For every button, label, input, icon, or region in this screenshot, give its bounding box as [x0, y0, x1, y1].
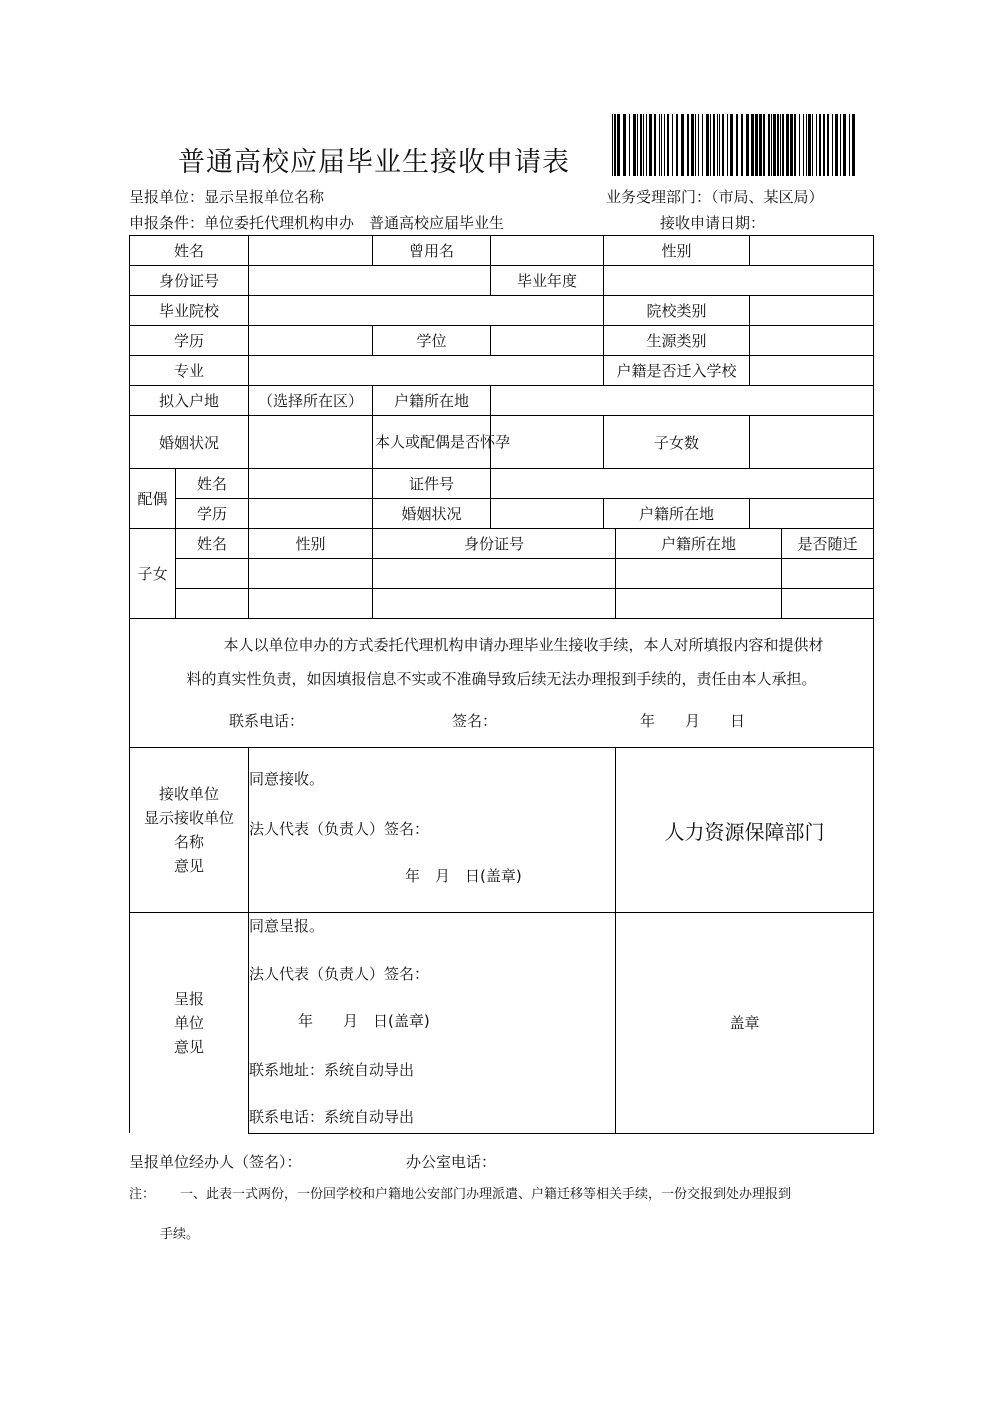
label-hukou-place: 户籍所在地 — [373, 386, 491, 416]
field-hukou-moved[interactable] — [750, 356, 874, 386]
statement-line-2: 料的真实性负责，如因填报信息不实或不准确导致后续无法办理报到手续的，责任由本人承担。 — [186, 670, 817, 688]
label-degree: 学位 — [373, 326, 491, 356]
field-children-count[interactable] — [750, 416, 874, 469]
field-spouse-edu[interactable] — [249, 499, 373, 529]
field-child2-hukou[interactable] — [616, 589, 782, 619]
statement-line-1: 本人以单位申办的方式委托代理机构申请办理毕业生接收手续，本人对所填报内容和提供材 — [223, 636, 824, 654]
field-child2-gender[interactable] — [249, 589, 373, 619]
field-child2-follow[interactable] — [782, 589, 874, 619]
report-seal-cell: 盖章 — [616, 913, 874, 1134]
field-hukou-place[interactable] — [491, 386, 874, 416]
receive-opinion-cell[interactable] — [249, 748, 616, 913]
statement-date: 年 月 日 — [640, 712, 746, 730]
label-id-number: 身份证号 — [130, 266, 249, 296]
label-marital: 婚姻状况 — [130, 416, 249, 469]
label-child: 子女 — [130, 529, 176, 619]
row-school — [130, 296, 874, 326]
label-school-type: 院校类别 — [604, 296, 750, 326]
label-spouse-name: 姓名 — [176, 469, 249, 499]
report-date-seal: 年 月 日(盖章) — [298, 1012, 430, 1030]
select-settle-district[interactable]: （选择所在区） — [249, 386, 373, 416]
apply-date: 接收申请日期： — [660, 214, 766, 232]
row-marital — [130, 416, 874, 469]
note-line-2: 手续。 — [160, 1227, 200, 1242]
row-spouse-1 — [130, 469, 874, 499]
business-dept: 业务受理部门：（市局、某区局） — [606, 188, 824, 206]
label-pregnant: 本人或配偶是否怀孕 — [373, 416, 491, 469]
field-child2-name[interactable] — [176, 589, 249, 619]
row-major — [130, 356, 874, 386]
field-school[interactable] — [249, 296, 604, 326]
label-major: 专业 — [130, 356, 249, 386]
field-child1-id[interactable] — [373, 559, 616, 589]
note-prefix: 注： — [129, 1187, 156, 1202]
field-marital[interactable] — [249, 416, 373, 469]
row-statement — [130, 619, 874, 748]
row-spouse-2 — [130, 499, 874, 529]
receive-legal-sign: 法人代表（负责人）签名： — [249, 820, 430, 838]
report-phone: 联系电话：系统自动导出 — [249, 1108, 415, 1126]
field-grad-year[interactable] — [604, 266, 874, 296]
label-grad-year: 毕业年度 — [491, 266, 604, 296]
field-child1-hukou[interactable] — [616, 559, 782, 589]
field-education[interactable] — [249, 326, 373, 356]
field-child1-gender[interactable] — [249, 559, 373, 589]
label-child-gender: 性别 — [249, 529, 373, 559]
report-agree-text: 同意呈报。 — [249, 917, 325, 935]
report-unit-label: 呈报 单位 意见 — [130, 913, 249, 1134]
row-settle — [130, 386, 874, 416]
row-child-2 — [130, 589, 874, 619]
row-id — [130, 266, 874, 296]
report-opinion-cell[interactable] — [249, 913, 616, 1134]
row-child-1 — [130, 559, 874, 589]
row-children-header — [130, 529, 874, 559]
statement-cell — [130, 619, 874, 748]
application-form-table — [129, 235, 874, 1134]
field-major[interactable] — [249, 356, 604, 386]
field-spouse-name[interactable] — [249, 469, 373, 499]
field-former-name[interactable] — [491, 236, 604, 266]
label-school: 毕业院校 — [130, 296, 249, 326]
row-report — [130, 913, 874, 1134]
barcode-image — [612, 114, 858, 176]
label-origin-type: 生源类别 — [604, 326, 750, 356]
statement-sign-label: 签名： — [452, 712, 498, 730]
row-receive — [130, 748, 874, 913]
field-school-type[interactable] — [750, 296, 874, 326]
receive-unit-label: 接收单位 显示接收单位 名称 意见 — [130, 748, 249, 913]
form-title: 普通高校应届毕业生接收申请表 — [178, 147, 570, 178]
report-address: 联系地址：系统自动导出 — [249, 1061, 415, 1079]
receive-date-seal: 年 月 日(盖章) — [405, 867, 522, 885]
label-hukou-moved: 户籍是否迁入学校 — [604, 356, 750, 386]
field-id-number[interactable] — [249, 266, 491, 296]
label-education: 学历 — [130, 326, 249, 356]
handler-sign-label: 呈报单位经办人（签名）： — [129, 1153, 302, 1171]
label-spouse-edu: 学历 — [176, 499, 249, 529]
label-child-follow: 是否随迁 — [782, 529, 874, 559]
field-spouse-hukou[interactable] — [750, 499, 874, 529]
statement-phone-label: 联系电话： — [229, 712, 305, 730]
office-phone-label: 办公室电话： — [406, 1153, 497, 1171]
label-child-id: 身份证号 — [373, 529, 616, 559]
report-legal-sign: 法人代表（负责人）签名： — [249, 965, 430, 983]
label-spouse-id: 证件号 — [373, 469, 491, 499]
label-spouse-hukou: 户籍所在地 — [604, 499, 750, 529]
row-education — [130, 326, 874, 356]
field-spouse-id[interactable] — [491, 469, 874, 499]
report-unit: 呈报单位：显示呈报单位名称 — [129, 188, 325, 206]
field-name[interactable] — [249, 236, 373, 266]
hr-dept-cell: 人力资源保障部门 — [616, 748, 874, 913]
label-children-count: 子女数 — [604, 416, 750, 469]
label-settle-place: 拟入户地 — [130, 386, 249, 416]
field-origin-type[interactable] — [750, 326, 874, 356]
label-child-name: 姓名 — [176, 529, 249, 559]
apply-condition: 申报条件：单位委托代理机构申办 普通高校应届毕业生 — [129, 214, 505, 232]
field-degree[interactable] — [491, 326, 604, 356]
label-former-name: 曾用名 — [373, 236, 491, 266]
field-child2-id[interactable] — [373, 589, 616, 619]
field-child1-name[interactable] — [176, 559, 249, 589]
field-child1-follow[interactable] — [782, 559, 874, 589]
row-name — [130, 236, 874, 266]
field-gender[interactable] — [750, 236, 874, 266]
receive-agree-text: 同意接收。 — [249, 770, 325, 788]
label-name: 姓名 — [130, 236, 249, 266]
field-spouse-marital[interactable] — [491, 499, 604, 529]
label-gender: 性别 — [604, 236, 750, 266]
label-spouse: 配偶 — [130, 469, 176, 529]
label-child-hukou: 户籍所在地 — [616, 529, 782, 559]
label-spouse-marital: 婚姻状况 — [373, 499, 491, 529]
note-line-1: 一、此表一式两份，一份回学校和户籍地公安部门办理派遣、户籍迁移等相关手续，一份交报到处办理报到 — [180, 1187, 792, 1202]
